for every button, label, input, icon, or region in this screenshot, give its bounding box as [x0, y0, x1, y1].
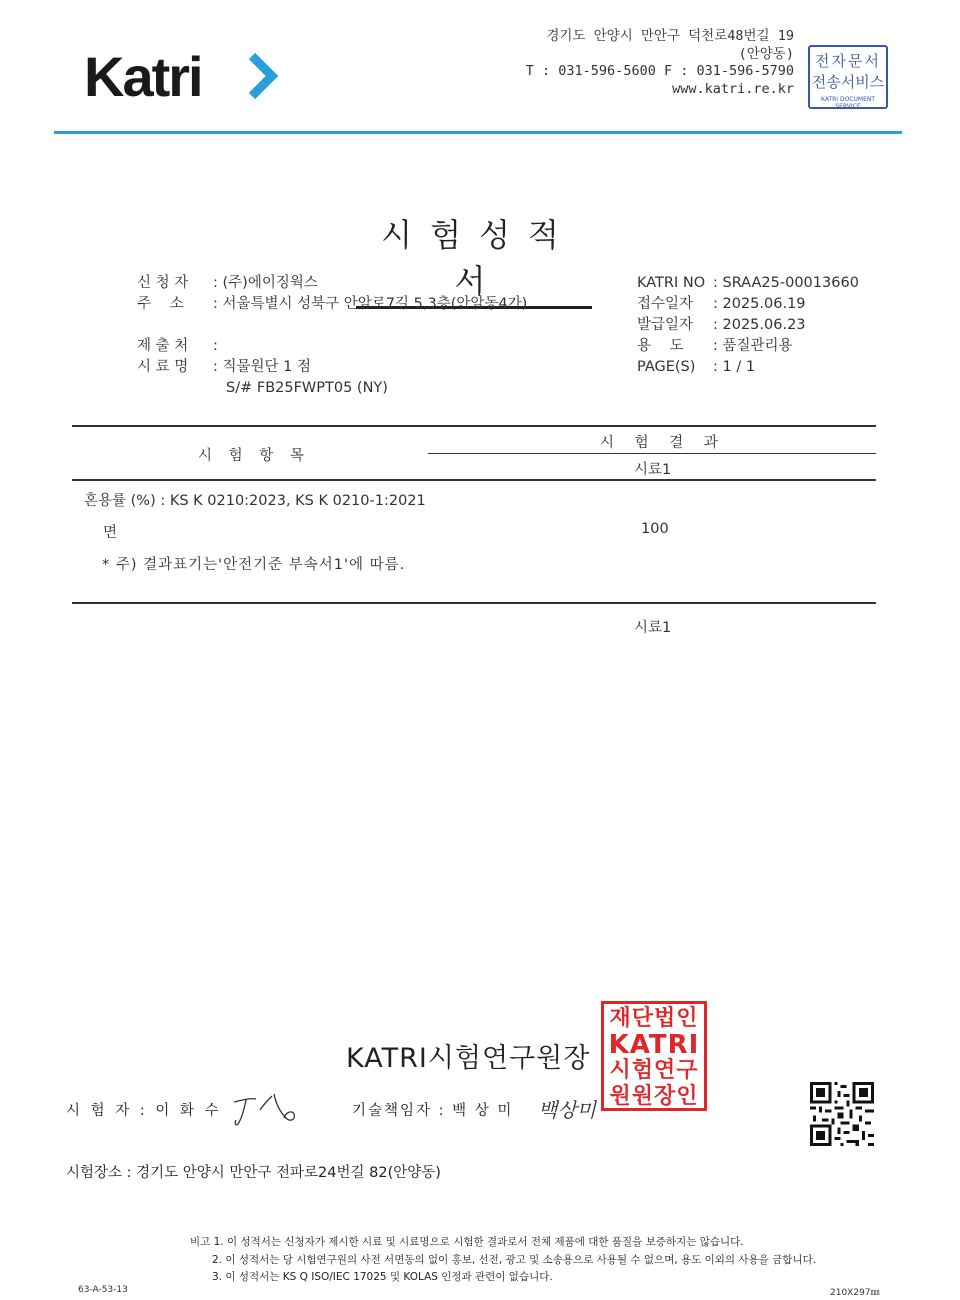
official-seal: 재단법인 KATRI 시험연구 원원장인 [601, 1001, 707, 1111]
form-code: 63-A-53-13 [78, 1285, 128, 1295]
test-item-header: 시 험 항 목 [198, 448, 310, 464]
remark-3: 3. 이 성적서는 KS Q ISO/IEC 17025 및 KOLAS 인정과 관련이 없습니다. [212, 1271, 553, 1283]
remark-2: 2. 이 성적서는 당 시험연구원의 사전 서면동의 없이 홍보, 선전, 광고 및 소송용으로 사용될 수 없으며, 용도 이외의 사용을 금합니다. [212, 1253, 817, 1266]
submitted-to-value: : [213, 338, 218, 354]
eservice-line1: 전자문서 [815, 52, 881, 70]
submitted-to-label: 제 출 처 [137, 338, 189, 354]
test-location: 시험장소 : 경기도 안양시 만안구 전파로24번길 82(안양동) [66, 1165, 441, 1181]
remark-1: 비고 1. 이 성적서는 신청자가 제시한 시료 및 시료명으로 시험한 결과로서 전체 제품에 대한 품질을 보증하지는 않습니다. [190, 1236, 744, 1248]
qr-code-icon [810, 1082, 874, 1146]
eservice-line2: 전송서비스 [811, 73, 885, 91]
technical-manager-name: 기술책임자 : 백 상 미 [352, 1103, 514, 1119]
e-document-service-badge [808, 45, 888, 109]
purpose-value: : 품질관리용 [713, 338, 793, 354]
fiber-name: 면 [103, 525, 118, 541]
katri-no-label: KATRI NO [637, 275, 706, 291]
header-divider [54, 131, 902, 134]
test-result-header: 시 험 결 과 [600, 435, 726, 451]
table-top-rule [72, 425, 876, 427]
chevron-right-icon [244, 50, 284, 102]
result-note: * 주) 결과표기는'안전기준 부속서1'에 따름. [102, 557, 406, 573]
tester-signature [230, 1090, 300, 1130]
website-line: www.katri.re.kr [672, 80, 794, 97]
document-title: 시험성적서 [356, 210, 592, 309]
tester-name: 시 험 자 : 이 화 수 [66, 1103, 222, 1119]
katri-logo: Katri [84, 45, 202, 108]
applicant-value: : (주)에이징웍스 [213, 275, 318, 291]
report-info [637, 273, 859, 378]
remarks [190, 1234, 816, 1287]
sample-name-value: : 직물원단 1 점 [213, 359, 311, 375]
test-method: 혼용률 (%) : KS K 0210:2023, KS K 0210-1:2021 [84, 493, 426, 509]
result-header-rule [428, 453, 876, 454]
fiber-value: 100 [641, 521, 669, 537]
pages-value: : 1 / 1 [713, 359, 756, 375]
table-header-rule [72, 479, 876, 481]
address-label: 주 소 [137, 296, 184, 312]
issue-date-label: 발급일자 [637, 317, 694, 333]
manager-signature: 백상미 [538, 1098, 596, 1122]
applicant-label: 신 청 자 [137, 275, 189, 291]
header-address [526, 28, 794, 98]
pages-label: PAGE(S) [637, 359, 696, 375]
sample-name-label: 시 료 명 [137, 359, 189, 375]
eservice-line3: KATRI DOCUMENT SERVICE [820, 96, 876, 110]
table-bottom-rule [72, 602, 876, 604]
address-line: (안양동) [738, 45, 794, 62]
phone-line: T : 031-596-5600 F : 031-596-5790 [525, 63, 794, 79]
received-date-label: 접수일자 [637, 296, 694, 312]
address-value: : 서울특별시 성북구 안암로7길 5,3층(안암동4가) [213, 296, 528, 312]
purpose-label: 용 도 [637, 338, 684, 354]
received-date-value: : 2025.06.19 [713, 296, 806, 312]
address-line: 경기도 안양시 만안구 덕천로48번길 19 [546, 28, 794, 44]
katri-no-value: : SRAA25-00013660 [713, 275, 859, 291]
sample-style-value: S/# FB25FWPT05 (NY) [226, 380, 388, 396]
sample-column-footer: 시료1 [634, 620, 672, 636]
institute-director: KATRI시험연구원장 [346, 1043, 591, 1074]
paper-size: 210X297㎜ [830, 1288, 880, 1298]
sample-column-header: 시료1 [634, 462, 672, 478]
applicant-info [137, 273, 527, 399]
issue-date-value: : 2025.06.23 [713, 317, 806, 333]
